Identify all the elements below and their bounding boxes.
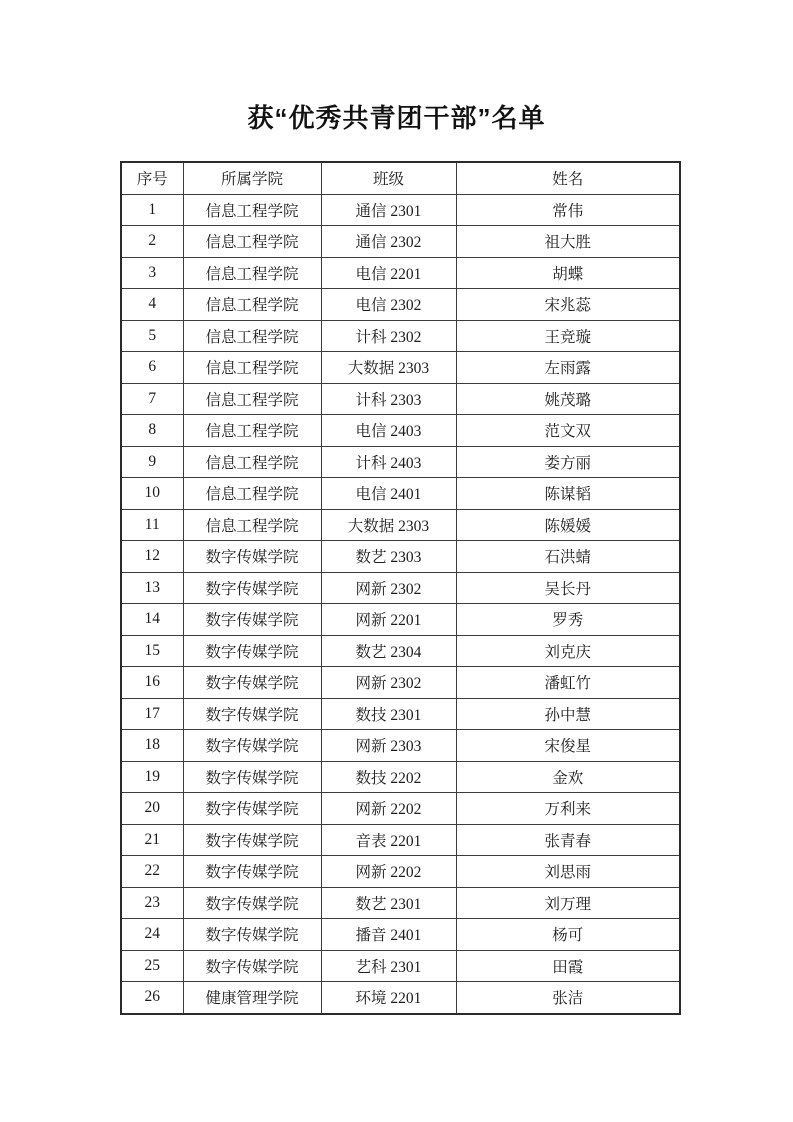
table-row <box>121 635 680 667</box>
cell-college: 数字传媒学院 <box>183 793 321 825</box>
table-row <box>121 919 680 951</box>
cell-index: 25 <box>121 950 183 982</box>
cell-class: 艺科 2301 <box>321 950 456 982</box>
cell-index: 14 <box>121 604 183 636</box>
cell-college: 数字传媒学院 <box>183 572 321 604</box>
cell-name: 娄方丽 <box>456 446 680 478</box>
roster-table <box>120 161 681 1015</box>
cell-index: 12 <box>121 541 183 573</box>
cell-college: 数字传媒学院 <box>183 919 321 951</box>
cell-class: 大数据 2303 <box>321 509 456 541</box>
cell-name: 陈媛媛 <box>456 509 680 541</box>
cell-class: 数艺 2301 <box>321 887 456 919</box>
cell-index: 3 <box>121 257 183 289</box>
header-cell-class: 班级 <box>321 162 456 194</box>
cell-college: 信息工程学院 <box>183 383 321 415</box>
cell-index: 5 <box>121 320 183 352</box>
table-row <box>121 572 680 604</box>
cell-class: 网新 2201 <box>321 604 456 636</box>
table-row <box>121 352 680 384</box>
cell-index: 6 <box>121 352 183 384</box>
cell-class: 电信 2201 <box>321 257 456 289</box>
cell-name: 范文双 <box>456 415 680 447</box>
table-row <box>121 950 680 982</box>
table-row <box>121 604 680 636</box>
cell-index: 19 <box>121 761 183 793</box>
cell-class: 通信 2302 <box>321 226 456 258</box>
cell-index: 23 <box>121 887 183 919</box>
cell-class: 电信 2302 <box>321 289 456 321</box>
cell-name: 张青春 <box>456 824 680 856</box>
cell-class: 播音 2401 <box>321 919 456 951</box>
table-row <box>121 478 680 510</box>
cell-index: 13 <box>121 572 183 604</box>
cell-name: 胡蝶 <box>456 257 680 289</box>
table-row <box>121 887 680 919</box>
cell-name: 杨可 <box>456 919 680 951</box>
table-row <box>121 194 680 226</box>
table-row <box>121 667 680 699</box>
cell-index: 1 <box>121 194 183 226</box>
cell-index: 24 <box>121 919 183 951</box>
table-row <box>121 698 680 730</box>
cell-name: 常伟 <box>456 194 680 226</box>
cell-class: 通信 2301 <box>321 194 456 226</box>
table-row <box>121 257 680 289</box>
table-row <box>121 824 680 856</box>
cell-college: 信息工程学院 <box>183 352 321 384</box>
cell-name: 金欢 <box>456 761 680 793</box>
cell-college: 数字传媒学院 <box>183 604 321 636</box>
table-row <box>121 793 680 825</box>
cell-index: 11 <box>121 509 183 541</box>
cell-class: 数技 2301 <box>321 698 456 730</box>
header-cell-index: 序号 <box>121 162 183 194</box>
cell-name: 刘思雨 <box>456 856 680 888</box>
cell-name: 宋俊星 <box>456 730 680 762</box>
cell-college: 信息工程学院 <box>183 320 321 352</box>
cell-college: 信息工程学院 <box>183 415 321 447</box>
cell-name: 左雨露 <box>456 352 680 384</box>
cell-class: 网新 2202 <box>321 856 456 888</box>
cell-index: 26 <box>121 982 183 1014</box>
cell-college: 数字传媒学院 <box>183 824 321 856</box>
cell-class: 电信 2401 <box>321 478 456 510</box>
table-row <box>121 289 680 321</box>
cell-index: 22 <box>121 856 183 888</box>
table-row <box>121 730 680 762</box>
cell-college: 数字传媒学院 <box>183 950 321 982</box>
cell-college: 信息工程学院 <box>183 226 321 258</box>
cell-index: 7 <box>121 383 183 415</box>
table-row <box>121 856 680 888</box>
cell-college: 数字传媒学院 <box>183 761 321 793</box>
cell-college: 数字传媒学院 <box>183 541 321 573</box>
cell-class: 网新 2302 <box>321 572 456 604</box>
cell-class: 电信 2403 <box>321 415 456 447</box>
cell-index: 2 <box>121 226 183 258</box>
cell-name: 王竞璇 <box>456 320 680 352</box>
table-row <box>121 446 680 478</box>
cell-college: 信息工程学院 <box>183 478 321 510</box>
table-row <box>121 509 680 541</box>
cell-class: 网新 2303 <box>321 730 456 762</box>
table-row <box>121 415 680 447</box>
table-header-row <box>121 162 680 194</box>
cell-name: 石洪蜻 <box>456 541 680 573</box>
cell-index: 16 <box>121 667 183 699</box>
cell-college: 数字传媒学院 <box>183 698 321 730</box>
cell-class: 计科 2302 <box>321 320 456 352</box>
cell-index: 17 <box>121 698 183 730</box>
cell-name: 潘虹竹 <box>456 667 680 699</box>
cell-index: 21 <box>121 824 183 856</box>
cell-college: 数字传媒学院 <box>183 730 321 762</box>
cell-name: 吴长丹 <box>456 572 680 604</box>
cell-name: 万利来 <box>456 793 680 825</box>
cell-class: 数艺 2304 <box>321 635 456 667</box>
cell-class: 数艺 2303 <box>321 541 456 573</box>
cell-index: 20 <box>121 793 183 825</box>
cell-college: 数字传媒学院 <box>183 856 321 888</box>
cell-college: 信息工程学院 <box>183 446 321 478</box>
cell-name: 罗秀 <box>456 604 680 636</box>
cell-name: 张洁 <box>456 982 680 1014</box>
cell-index: 8 <box>121 415 183 447</box>
cell-class: 计科 2403 <box>321 446 456 478</box>
cell-college: 信息工程学院 <box>183 509 321 541</box>
cell-name: 刘万理 <box>456 887 680 919</box>
cell-college: 数字传媒学院 <box>183 635 321 667</box>
table-row <box>121 541 680 573</box>
cell-college: 信息工程学院 <box>183 289 321 321</box>
table-row <box>121 320 680 352</box>
cell-college: 数字传媒学院 <box>183 667 321 699</box>
cell-class: 数技 2202 <box>321 761 456 793</box>
header-cell-name: 姓名 <box>456 162 680 194</box>
cell-index: 4 <box>121 289 183 321</box>
cell-index: 18 <box>121 730 183 762</box>
cell-college: 健康管理学院 <box>183 982 321 1014</box>
table-row <box>121 383 680 415</box>
cell-class: 音表 2201 <box>321 824 456 856</box>
cell-class: 网新 2202 <box>321 793 456 825</box>
table-body <box>121 194 680 1014</box>
cell-class: 环境 2201 <box>321 982 456 1014</box>
table-row <box>121 761 680 793</box>
cell-index: 10 <box>121 478 183 510</box>
cell-name: 刘克庆 <box>456 635 680 667</box>
cell-index: 9 <box>121 446 183 478</box>
cell-class: 计科 2303 <box>321 383 456 415</box>
page-title: 获“优秀共青团干部”名单 <box>247 103 546 133</box>
header-cell-college: 所属学院 <box>183 162 321 194</box>
table-row <box>121 226 680 258</box>
cell-name: 田霞 <box>456 950 680 982</box>
cell-college: 数字传媒学院 <box>183 887 321 919</box>
cell-name: 祖大胜 <box>456 226 680 258</box>
cell-college: 信息工程学院 <box>183 194 321 226</box>
table-row <box>121 982 680 1014</box>
cell-index: 15 <box>121 635 183 667</box>
cell-name: 姚茂璐 <box>456 383 680 415</box>
cell-name: 陈谋韬 <box>456 478 680 510</box>
cell-college: 信息工程学院 <box>183 257 321 289</box>
cell-name: 孙中慧 <box>456 698 680 730</box>
cell-name: 宋兆蕊 <box>456 289 680 321</box>
cell-class: 网新 2302 <box>321 667 456 699</box>
cell-class: 大数据 2303 <box>321 352 456 384</box>
